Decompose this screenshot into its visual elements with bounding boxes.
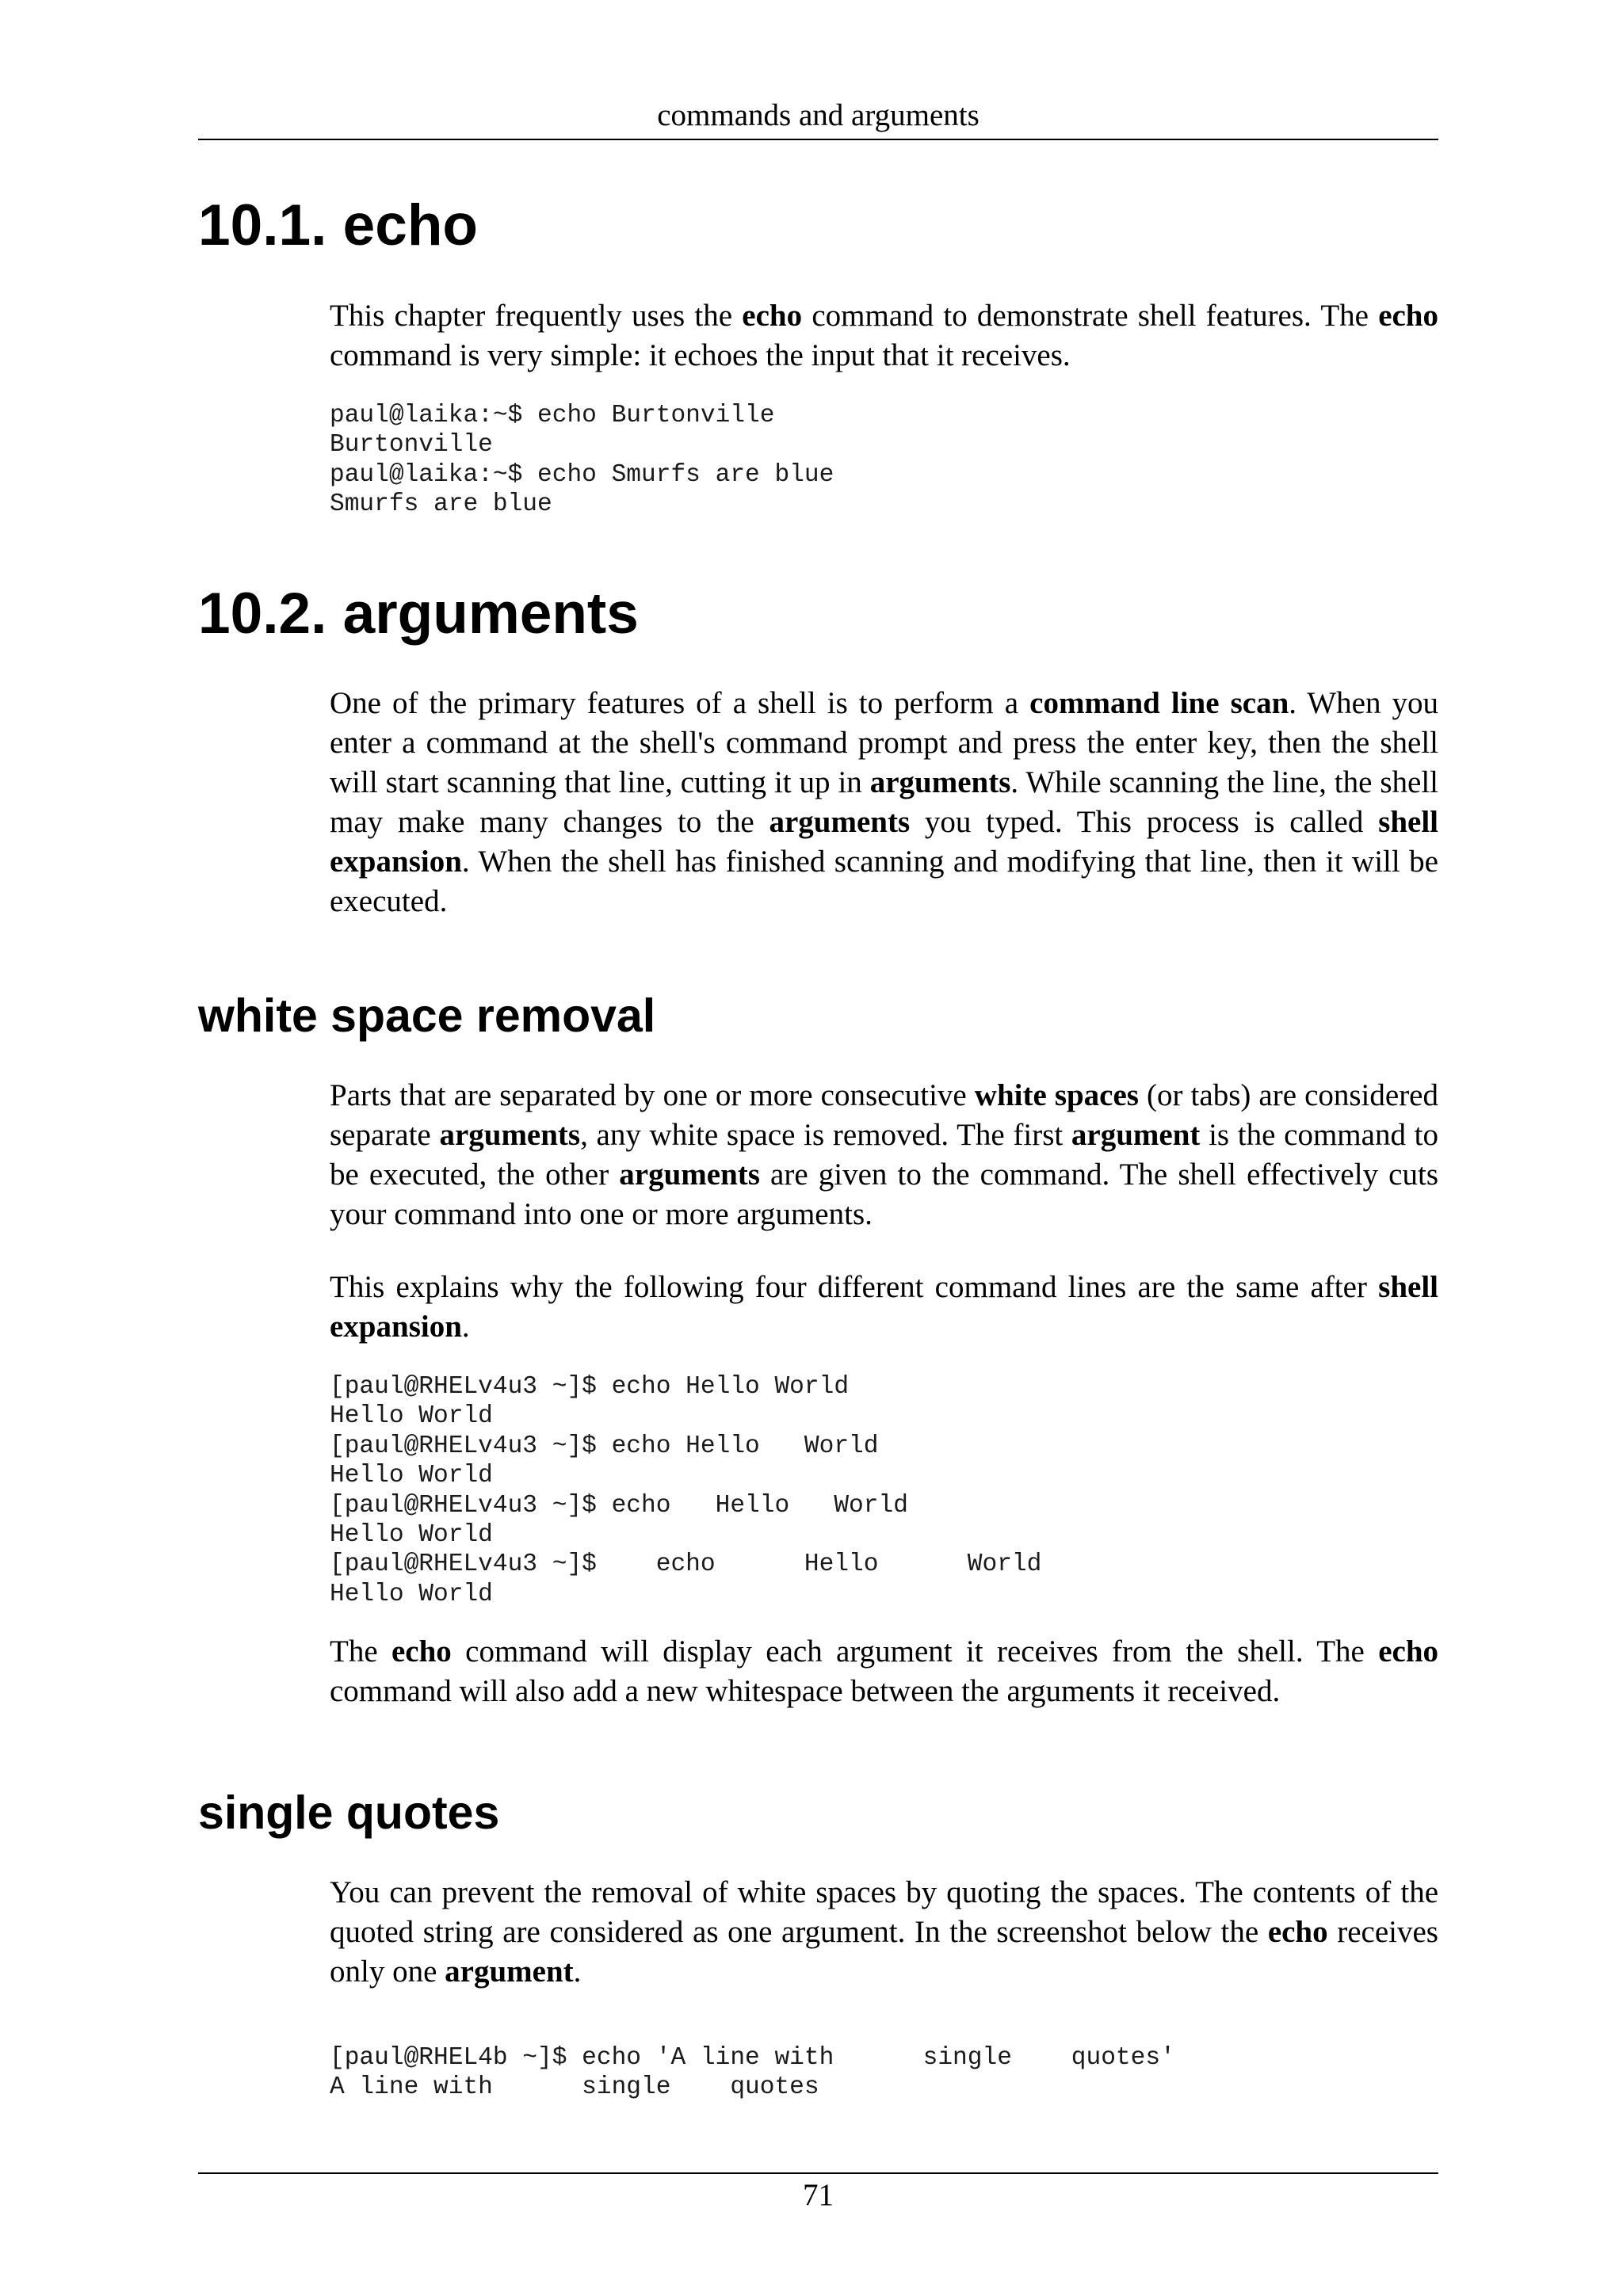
code-line: Hello World [330,1462,493,1490]
text-run: (or tabs) are considered separate [330,1078,1438,1152]
bold-term: arguments [439,1118,581,1152]
code-line: [paul@RHELv4u3 ~]$ echo Hello World [330,1491,908,1520]
subsection-heading-single-quotes: single quotes [198,1787,500,1839]
bold-term: echo [742,299,803,333]
echo-intro-paragraph [330,296,1438,376]
bold-term: white spaces [974,1078,1139,1112]
text-run: are given to the command. The shell effectively cuts your command into one or more arguments. [330,1158,1438,1231]
echo-code-block [330,401,834,520]
code-line: Burtonville [330,431,493,460]
text-run: This chapter frequently uses the [330,299,743,333]
running-header: commands and arguments [657,98,980,132]
text-run: command is very simple: it echoes the input that it receives. [330,338,1071,372]
code-line: paul@laika:~$ echo Smurfs are blue [330,460,834,489]
bold-term: shell expansion [330,805,1438,879]
code-line: [paul@RHELv4u3 ~]$ echo Hello World [330,1373,850,1401]
section-heading-arguments: 10.2. arguments [198,582,639,646]
bold-term: command line scan [1029,686,1289,720]
code-line: Hello World [330,1580,493,1608]
section-heading-echo: 10.1. echo [198,193,479,257]
subsection-heading-white-space-removal: white space removal [198,990,656,1042]
text-run: . [461,1310,470,1344]
four-commands-paragraph [330,1268,1438,1347]
text-run: command will display each argument it receives from the shell. The [451,1634,1379,1669]
arguments-intro-paragraph [330,684,1438,921]
bold-term: echo [1378,299,1438,333]
bold-term: arguments [619,1158,760,1192]
code-line: [paul@RHELv4u3 ~]$ echo Hello World [330,1550,1042,1579]
single-quotes-paragraph [330,1873,1438,1992]
code-line: A line with single quotes [330,2073,819,2102]
text-run: you typed. This process is called [910,805,1379,839]
code-line: Hello World [330,1402,493,1431]
code-line: Smurfs are blue [330,490,552,519]
white-space-paragraph [330,1076,1438,1234]
single-quotes-code-block [330,2043,1175,2103]
echo-display-paragraph [330,1632,1438,1711]
text-run: . [573,1955,582,1989]
text-run: Parts that are separated by one or more consecutive [330,1078,975,1112]
bold-term: argument [1071,1118,1201,1152]
code-line: [paul@RHELv4u3 ~]$ echo Hello World [330,1432,879,1460]
text-run: The [330,1634,391,1669]
text-run: . While scanning the line, the shell may make many changes to the [330,765,1439,839]
page-number: 71 [803,2178,834,2212]
text-run: is the command to be executed, the other [330,1118,1438,1192]
code-line: paul@laika:~$ echo Burtonville [330,402,775,429]
bold-term: arguments [869,765,1011,799]
text-run: This explains why the following four different command lines are the same after [330,1270,1379,1304]
text-run: You can prevent the removal of white spaces by quoting the spaces. The contents of the quoted string are considered as one argument. In the screenshot below the [330,1875,1438,1949]
bold-term: argument [445,1955,574,1989]
text-run: command will also add a new whitespace between the arguments it received. [330,1674,1281,1708]
bold-term: shell expansion [330,1270,1438,1344]
bold-term: echo [391,1634,452,1669]
code-line: [paul@RHEL4b ~]$ echo 'A line with single quotes' [330,2044,1175,2072]
bold-term: echo [1267,1915,1328,1949]
text-run: . When the shell has finished scanning and modifying that line, then it will be executed. [330,845,1438,918]
footer-rule [198,2172,1438,2174]
bold-term: echo [1378,1634,1439,1669]
text-run: . When you enter a command at the shell's command prompt and press the enter key, then the shell will start scanning that line, cutting it up in [330,686,1439,799]
text-run: One of the primary features of a shell is to perform a [330,686,1030,720]
white-space-code-block [330,1372,1041,1609]
text-run: command to demonstrate shell features. The [802,299,1379,333]
text-run: receives only one [330,1915,1438,1989]
text-run: , any white space is removed. The first [580,1118,1071,1152]
bold-term: arguments [769,805,911,839]
header-rule [198,139,1438,140]
code-line: Hello World [330,1521,493,1550]
